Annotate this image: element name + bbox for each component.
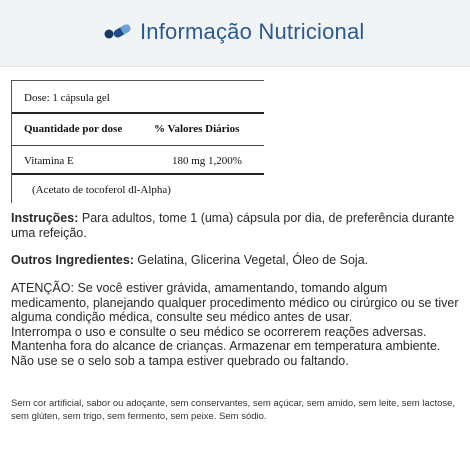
warning-block — [11, 281, 463, 368]
column-header-quantity: Quantidade por dose — [24, 123, 123, 135]
dose-label: Dose: 1 cápsula gel — [24, 92, 110, 104]
capsule-logo-icon — [104, 22, 132, 42]
table-divider — [12, 173, 264, 175]
table-divider — [12, 112, 264, 114]
instructions-label: Instruções: — [11, 211, 79, 225]
header-band — [0, 0, 470, 67]
nutrient-name: Vitamina E — [24, 155, 74, 167]
other-ingredients-paragraph — [11, 253, 463, 268]
warning-line: Interrompa o uso e consulte o seu médico se ocorrerem reações adversas. — [11, 324, 427, 339]
other-ingredients-label: Outros Ingredientes: — [11, 253, 134, 267]
table-divider — [12, 145, 264, 146]
warning-line: Mantenha fora do alcance de crianças. Armazenar em temperatura ambiente. — [11, 339, 441, 353]
warning-line: ATENÇÃO: Se você estiver grávida, amamentando, tomando algum medicamento, planejando qualquer procedimento médico ou cirúrgico ou se tiver alguma condição médica, consulte seu médico antes de usar. — [11, 281, 459, 324]
free-from-text: Sem cor artificial, sabor ou adoçante, sem conservantes, sem açúcar, sem amido, sem leite, sem lactose, sem glúten, sem trigo, sem fermento, sem peixe. Sem sódio. — [11, 398, 456, 422]
column-header-daily-value: % Valores Diários — [154, 123, 240, 135]
nutrient-note: (Acetato de tocoferol dl-Alpha) — [32, 184, 171, 196]
warning-line: Não use se o selo sob a tampa estiver quebrado ou faltando. — [11, 353, 349, 368]
instructions-paragraph — [11, 211, 463, 240]
instructions-text: Para adultos, tome 1 (uma) cápsula por dia, de preferência durante uma refeição. — [11, 211, 455, 240]
other-ingredients-text: Gelatina, Glicerina Vegetal, Óleo de Soja. — [137, 253, 369, 267]
nutrient-value: 180 mg 1,200% — [172, 155, 242, 167]
page-title: Informação Nutricional — [140, 19, 365, 44]
supplement-facts-table — [11, 80, 264, 203]
